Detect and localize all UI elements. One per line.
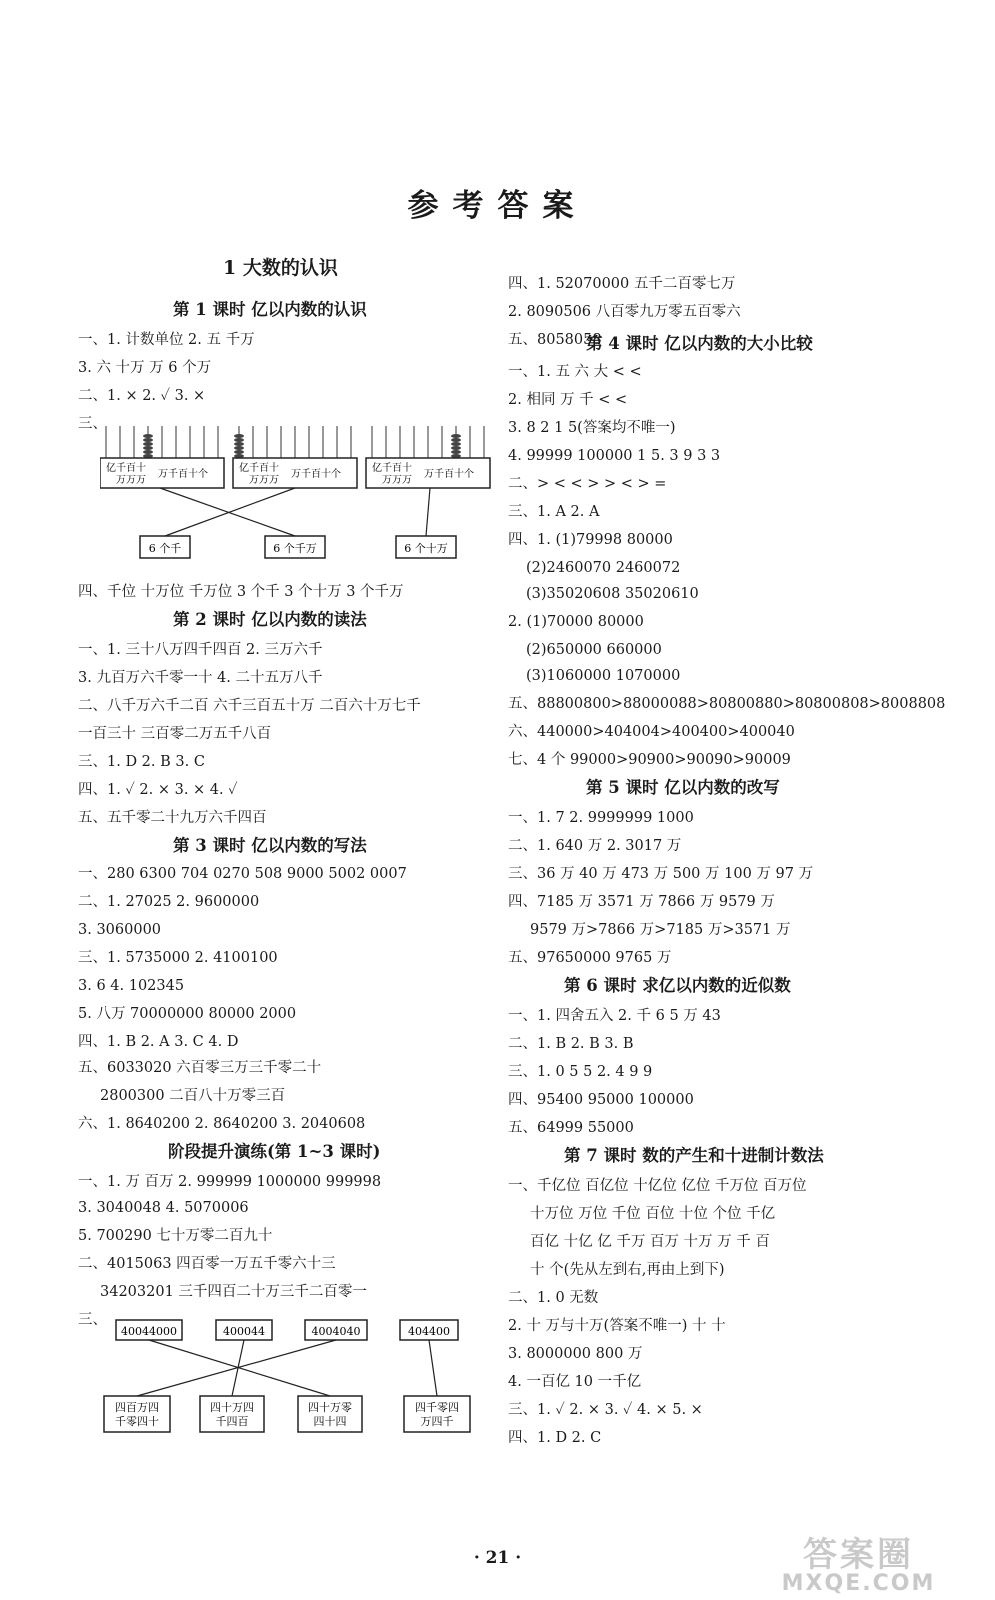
answer-line: 二、1. 0 无数 bbox=[508, 1290, 599, 1306]
answer-line: 六、440000>404004>400400>400040 bbox=[508, 724, 795, 740]
answer-line: 五、6033020 六百零三万三千零二十 bbox=[78, 1060, 322, 1076]
answer-line: 四、1. (1)79998 80000 bbox=[508, 532, 673, 548]
answer-line: (3)35020608 35020610 bbox=[526, 586, 699, 602]
reading-box-label: 四十四 bbox=[313, 1415, 347, 1428]
answer-line: 三、 bbox=[78, 1312, 107, 1328]
answer-line: 2. 相同 万 千 < < bbox=[508, 392, 628, 408]
answer-line: 二、1. 27025 2. 9600000 bbox=[78, 894, 260, 910]
abacus-place-labels-tail: 万千百十个 bbox=[424, 469, 474, 480]
number-box-label: 40044000 bbox=[121, 1325, 177, 1338]
matching-line bbox=[426, 488, 430, 536]
answer-line: 一百三十 三百零二万五千八百 bbox=[78, 726, 272, 742]
answer-line: 百亿 十亿 亿 千万 百万 十万 万 千 百 bbox=[530, 1234, 770, 1250]
abacus-place-labels-top: 亿千百十 bbox=[372, 463, 412, 474]
abacus-bead bbox=[143, 446, 153, 450]
abacus-place-labels-tail: 万千百十个 bbox=[291, 469, 341, 480]
abacus-bead bbox=[143, 434, 153, 438]
abacus-bead bbox=[234, 450, 244, 454]
abacus-bead bbox=[143, 450, 153, 454]
answer-line: 四、95400 95000 100000 bbox=[508, 1092, 694, 1108]
abacus-bead bbox=[451, 438, 461, 442]
answer-line: 5. 八万 70000000 80000 2000 bbox=[78, 1006, 297, 1022]
answer-line: 四、1. D 2. C bbox=[508, 1430, 602, 1446]
reading-box-label: 四百万四 bbox=[115, 1401, 159, 1414]
answer-line: 一、1. 7 2. 9999999 1000 bbox=[508, 810, 694, 826]
reading-box-label: 万四千 bbox=[420, 1415, 454, 1428]
abacus-bead bbox=[234, 434, 244, 438]
answer-line: 2800300 二百八十万零三百 bbox=[100, 1088, 286, 1104]
answer-line: 3. 6 4. 102345 bbox=[78, 978, 185, 994]
answer-line: 3. 3040048 4. 5070006 bbox=[78, 1200, 249, 1216]
abacus-place-labels-bottom: 万万万 bbox=[382, 475, 412, 486]
answer-line: 五、五千零二十九万六千四百 bbox=[78, 810, 267, 826]
answer-line: 三、1. ✓ 2. × 3. ✓ 4. × 5. × bbox=[508, 1402, 703, 1418]
answer-line: 二、八千万六千二百 六千三百五十万 二百六十万七千 bbox=[78, 698, 421, 714]
answer-line: 七、4 个 99000>90900>90090>90009 bbox=[508, 752, 791, 768]
answer-line: 三、1. 5735000 2. 4100100 bbox=[78, 950, 278, 966]
abacus-bead bbox=[143, 438, 153, 442]
page-number: · 21 · bbox=[473, 1548, 522, 1568]
abacus-place-labels-top: 亿千百十 bbox=[239, 463, 279, 474]
abacus-place-labels-tail: 万千百十个 bbox=[158, 469, 208, 480]
abacus-bead bbox=[451, 434, 461, 438]
matching-lines-svg bbox=[100, 1318, 490, 1436]
answer-line: 2. 8090506 八百零九万零五百零六 bbox=[508, 304, 741, 320]
abacus-bead bbox=[234, 446, 244, 450]
answer-line: 4. 一百亿 10 一千亿 bbox=[508, 1374, 642, 1390]
abacus-matching-diagram bbox=[100, 418, 500, 568]
reading-box-label: 四十万零 bbox=[308, 1401, 352, 1414]
section-heading: 第 1 课时 亿以内数的认识 bbox=[173, 300, 367, 319]
answer-box-label: 6 个千 bbox=[148, 542, 182, 555]
number-box-label: 400044 bbox=[223, 1325, 265, 1338]
abacus-place-labels-bottom: 万万万 bbox=[116, 475, 146, 486]
section-heading: 第 5 课时 亿以内数的改写 bbox=[586, 778, 780, 797]
number-box-label: 4004040 bbox=[311, 1325, 361, 1338]
answer-line: 二、1. B 2. B 3. B bbox=[508, 1036, 634, 1052]
answer-line: 三、 bbox=[78, 416, 107, 432]
answer-line: 9579 万>7866 万>7185 万>3571 万 bbox=[530, 922, 791, 938]
answer-line: 一、1. 五 六 大 < < bbox=[508, 364, 642, 380]
answer-line: (3)1060000 1070000 bbox=[526, 668, 681, 684]
reading-box-label: 四十万四 bbox=[210, 1401, 254, 1414]
watermark-line2: MXQE.COM bbox=[781, 1571, 936, 1596]
answer-line: 二、1. × 2. ✓ 3. × bbox=[78, 388, 206, 404]
watermark-line1: 答案圈 bbox=[803, 1535, 914, 1575]
answer-line: 五、88800800>88000088>80800880>80800808>8008808 bbox=[508, 696, 946, 712]
answer-line: 5. 700290 七十万零二百九十 bbox=[78, 1228, 273, 1244]
answer-line: 四、1. B 2. A 3. C 4. D bbox=[78, 1034, 239, 1050]
answer-line: 一、1. 万 百万 2. 999999 1000000 999998 bbox=[78, 1174, 382, 1190]
answer-line: 五、64999 55000 bbox=[508, 1120, 634, 1136]
answer-line: 十 个(先从左到右,再由上到下) bbox=[530, 1262, 725, 1278]
answer-line: 十万位 万位 千位 百位 十位 个位 千亿 bbox=[530, 1206, 776, 1222]
answer-line: 四、千位 十万位 千万位 3 个千 3 个十万 3 个千万 bbox=[78, 584, 404, 600]
answer-line: 四、1. 52070000 五千二百零七万 bbox=[508, 276, 736, 292]
answer-box-label: 6 个千万 bbox=[273, 542, 317, 555]
answer-line: 三、1. A 2. A bbox=[508, 504, 600, 520]
answer-line: 34203201 三千四百二十万三千二百零一 bbox=[100, 1284, 367, 1300]
section-heading: 第 7 课时 数的产生和十进制计数法 bbox=[564, 1146, 824, 1165]
answer-line: 3. 8 2 1 5(答案均不唯一) bbox=[508, 420, 676, 436]
abacus-bead bbox=[234, 442, 244, 446]
reading-box-label: 千零四十 bbox=[115, 1415, 159, 1428]
answer-line: 六、1. 8640200 2. 8640200 3. 2040608 bbox=[78, 1116, 366, 1132]
abacus-svg bbox=[100, 418, 500, 568]
answer-line: 4. 99999 100000 1 5. 3 9 3 3 bbox=[508, 448, 721, 464]
page-title: 参考答案 bbox=[407, 188, 588, 224]
answer-line: (2)2460070 2460072 bbox=[526, 560, 681, 576]
answer-box-label: 6 个十万 bbox=[404, 542, 448, 555]
abacus-bead bbox=[234, 438, 244, 442]
abacus-place-labels-bottom: 万万万 bbox=[249, 475, 279, 486]
answer-line: 二、4015063 四百零一万五千零六十三 bbox=[78, 1256, 336, 1272]
reading-box-label: 千四百 bbox=[215, 1415, 249, 1428]
reading-box-label: 四千零四 bbox=[415, 1401, 459, 1414]
answer-line: 2. 十 万与十万(答案不唯一) 十 十 bbox=[508, 1318, 726, 1334]
watermark-logo bbox=[736, 1535, 981, 1596]
matching-line bbox=[137, 1340, 336, 1396]
answer-line: 五、8058058 bbox=[508, 332, 602, 348]
answer-line: 3. 九百万六千零一十 4. 二十五万八千 bbox=[78, 670, 323, 686]
section-heading: 第 2 课时 亿以内数的读法 bbox=[173, 610, 367, 629]
matching-line bbox=[429, 1340, 437, 1396]
number-box-label: 404400 bbox=[408, 1325, 450, 1338]
abacus-place-labels-top: 亿千百十 bbox=[106, 463, 146, 474]
answer-line: 三、1. 0 5 5 2. 4 9 9 bbox=[508, 1064, 653, 1080]
section-heading: 第 3 课时 亿以内数的写法 bbox=[173, 836, 367, 855]
answer-line: 一、1. 四舍五入 2. 千 6 5 万 43 bbox=[508, 1008, 721, 1024]
answer-line: 四、1. ✓ 2. × 3. × 4. ✓ bbox=[78, 782, 238, 798]
answer-line: (2)650000 660000 bbox=[526, 642, 662, 658]
answer-line: 一、千亿位 百亿位 十亿位 亿位 千万位 百万位 bbox=[508, 1178, 807, 1194]
number-matching-diagram bbox=[100, 1318, 490, 1436]
answer-line: 三、36 万 40 万 473 万 500 万 100 万 97 万 bbox=[508, 866, 814, 882]
answer-line: 3. 六 十万 万 6 个万 bbox=[78, 360, 212, 376]
section-heading: 阶段提升演练(第 1~3 课时) bbox=[168, 1142, 381, 1161]
abacus-bead bbox=[451, 442, 461, 446]
answer-line: 二、1. 640 万 2. 3017 万 bbox=[508, 838, 682, 854]
answer-line: 一、1. 三十八万四千四百 2. 三万六千 bbox=[78, 642, 323, 658]
abacus-bead bbox=[451, 450, 461, 454]
section-heading: 第 4 课时 亿以内数的大小比较 bbox=[586, 334, 813, 353]
answer-line: 二、> < < > > < > = bbox=[508, 476, 667, 492]
matching-line bbox=[149, 1340, 330, 1396]
section-heading: 第 6 课时 求亿以内数的近似数 bbox=[564, 976, 791, 995]
answer-line: 五、97650000 9765 万 bbox=[508, 950, 672, 966]
abacus-bead bbox=[451, 446, 461, 450]
answer-line: 一、1. 计数单位 2. 五 千万 bbox=[78, 332, 255, 348]
answer-line: 3. 3060000 bbox=[78, 922, 162, 938]
answer-line: 3. 8000000 800 万 bbox=[508, 1346, 643, 1362]
answer-line: 一、280 6300 704 0270 508 9000 5002 0007 bbox=[78, 866, 407, 882]
answer-line: 2. (1)70000 80000 bbox=[508, 614, 644, 630]
abacus-bead bbox=[143, 442, 153, 446]
section-heading: 1 大数的认识 bbox=[223, 257, 338, 279]
answer-line: 三、1. D 2. B 3. C bbox=[78, 754, 205, 770]
answer-line: 四、7185 万 3571 万 7866 万 9579 万 bbox=[508, 894, 775, 910]
